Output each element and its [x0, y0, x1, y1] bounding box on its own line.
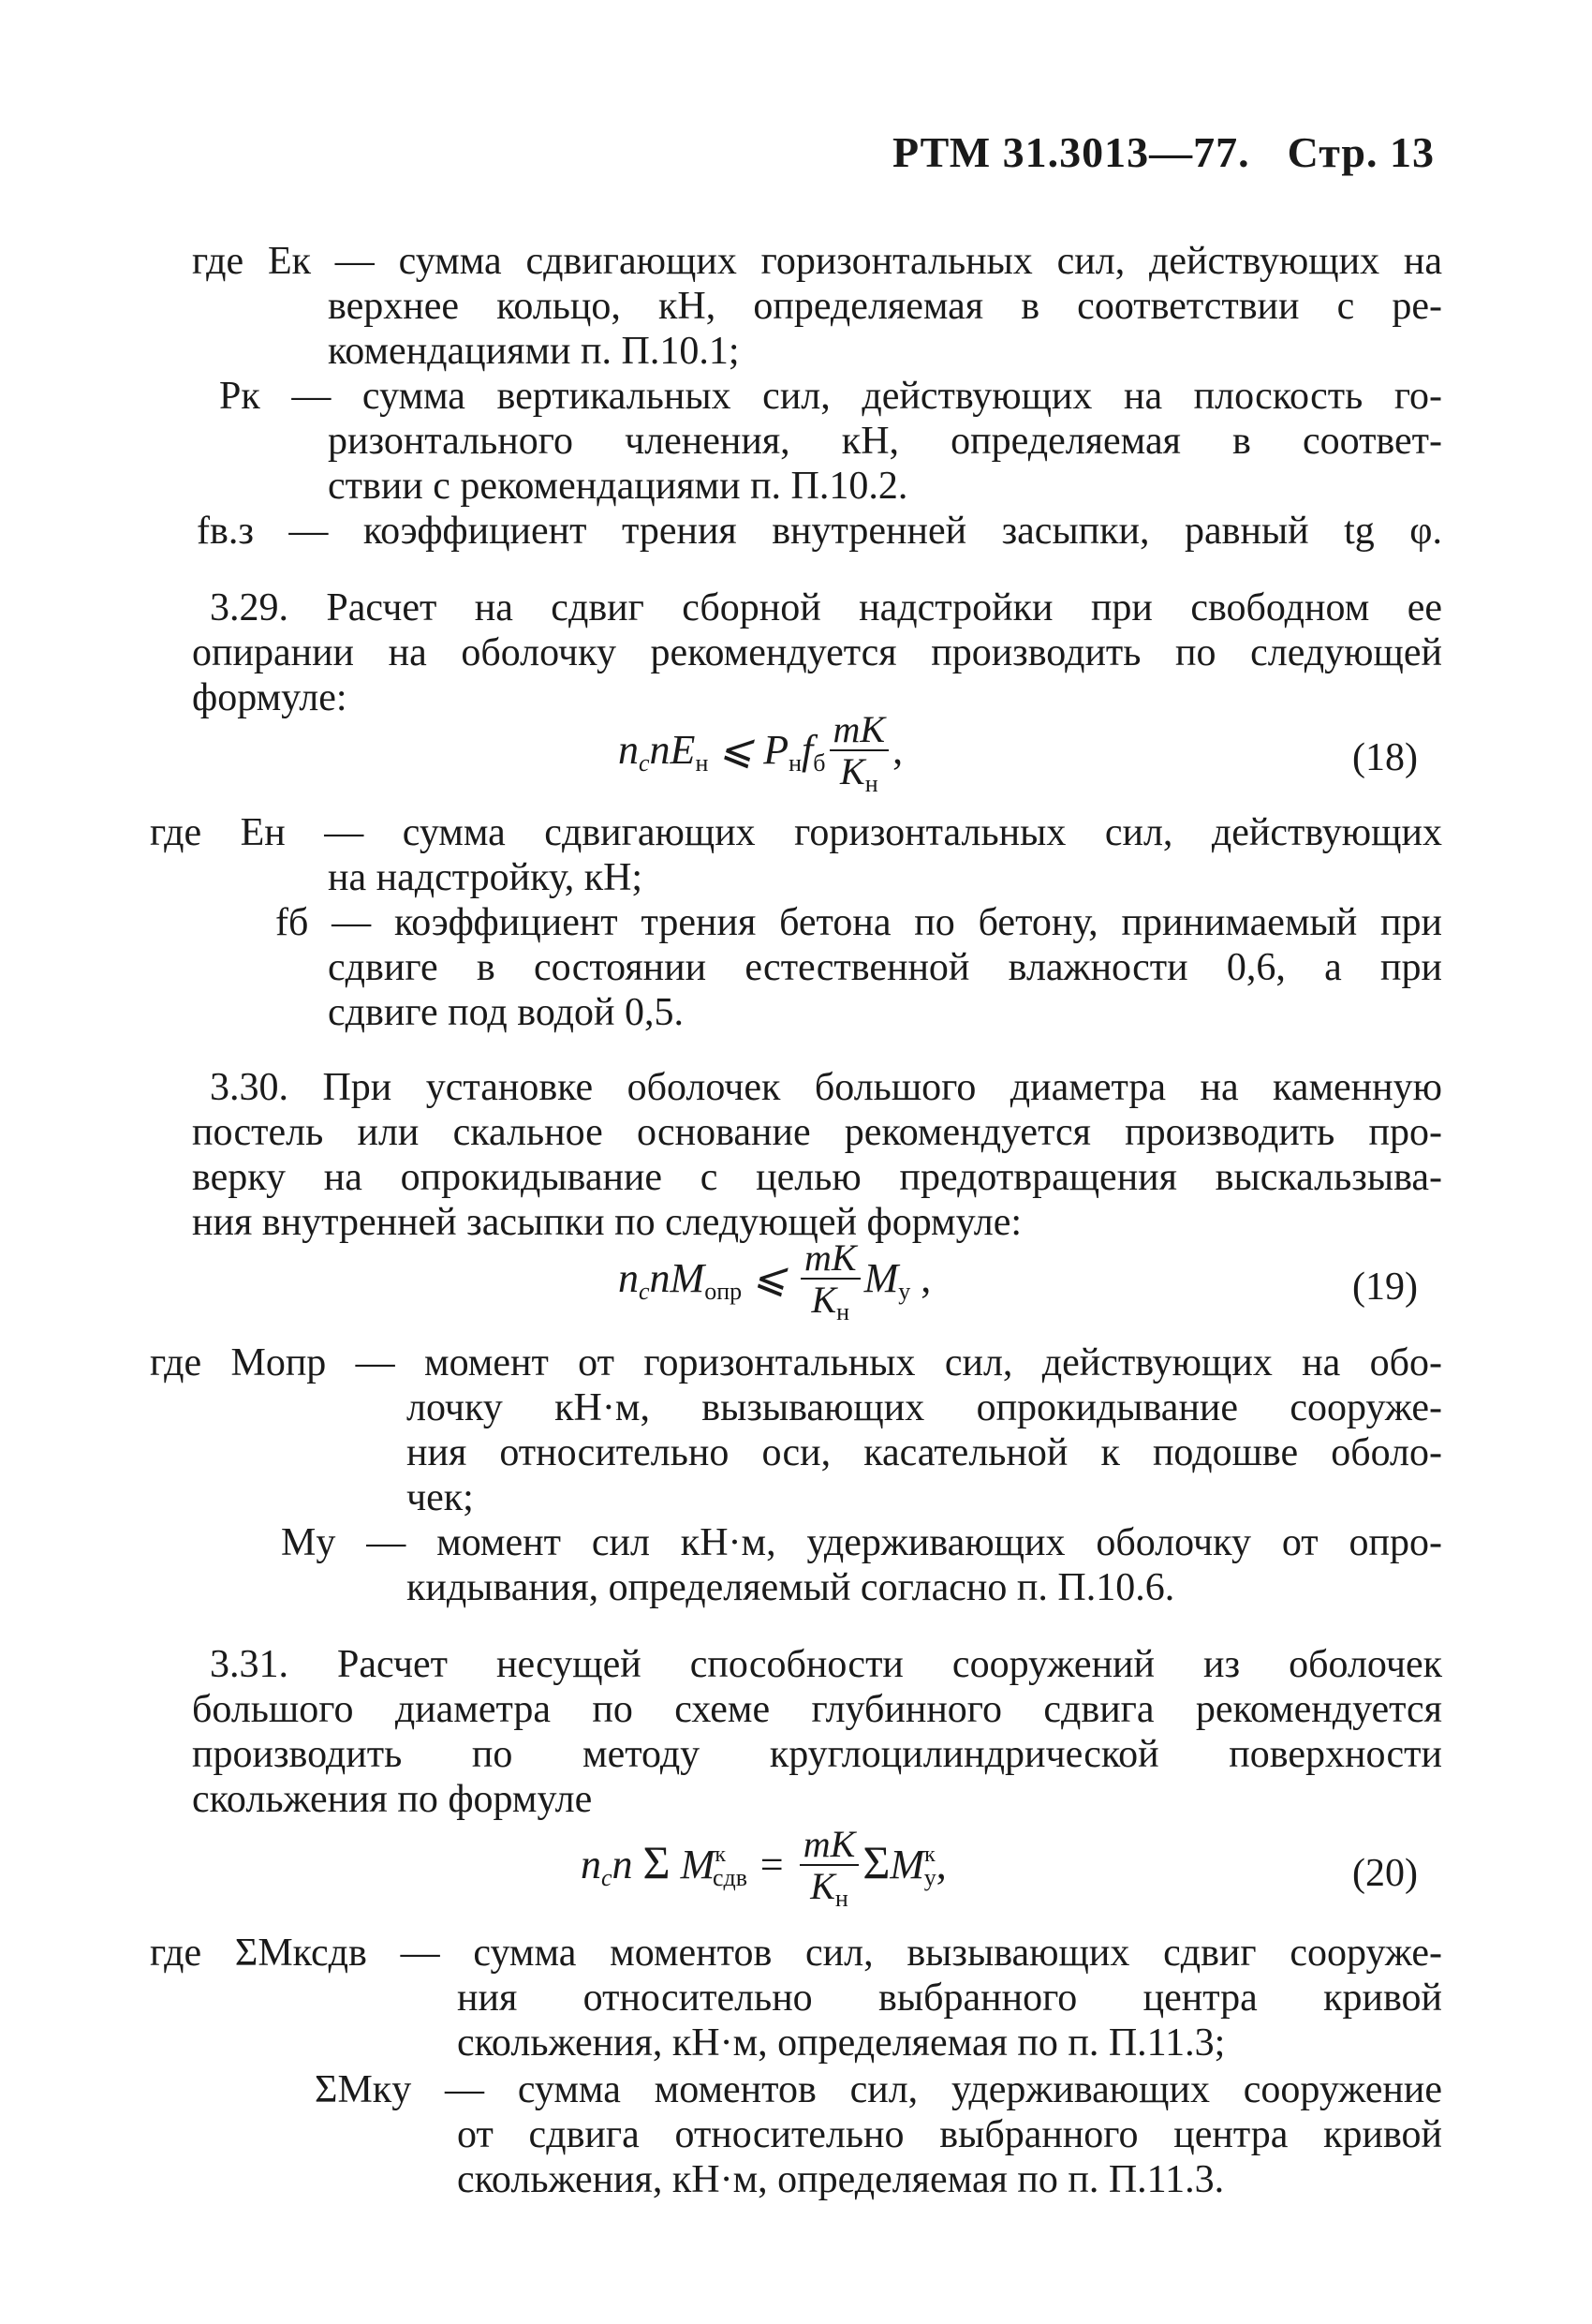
text-line: формуле:: [192, 676, 347, 719]
page-number: Стр. 13: [1287, 128, 1435, 176]
text-line: сдвиге под водой 0,5.: [328, 991, 684, 1034]
text-line: верку на опрокидывание с целью предотвращения выскальзыва-: [192, 1156, 1442, 1199]
text-line: ствии с рекомендациями п. П.10.2.: [328, 465, 908, 508]
text-line: ризонтального членения, кН, определяемая в соответ-: [328, 420, 1442, 463]
text-line: постель или скальное основание рекомендуется производить про-: [192, 1111, 1442, 1154]
text-line: Pк — сумма вертикальных сил, действующих на плоскость го-: [219, 375, 1442, 418]
text-line: опирании на оболочку рекомендуется производить по следующей: [192, 631, 1442, 674]
text-line: на надстройку, кН;: [328, 856, 643, 899]
text-line: от сдвига относительно выбранного центра кривой: [457, 2113, 1442, 2156]
text-line: где Mопр — момент от горизонтальных сил, действующих на обо-: [150, 1341, 1442, 1384]
text-line: скольжения по формуле: [192, 1778, 593, 1821]
text-line: где ΣMксдв — сумма моментов сил, вызывающих сдвиг сооруже-: [150, 1932, 1442, 1975]
text-line: 3.31. Расчет несущей способности сооружений из оболочек: [210, 1643, 1442, 1686]
equation-number: (19): [1352, 1266, 1418, 1309]
text-line: 3.29. Расчет на сдвиг сборной надстройки при свободном ее: [210, 586, 1442, 629]
text-line: комендациями п. П.10.1;: [328, 330, 740, 373]
text-line: большого диаметра по схеме глубинного сдвига рекомендуется: [192, 1688, 1442, 1731]
text-line: скольжения, кН·м, определяемая по п. П.11.3;: [457, 2021, 1226, 2065]
text-line: ΣMкy — сумма моментов сил, удерживающих сооружение: [315, 2068, 1442, 2111]
text-line: 3.30. При установке оболочек большого диаметра на каменную: [210, 1066, 1442, 1109]
text-line: кидывания, определяемый согласно п. П.10.6.: [406, 1566, 1175, 1609]
equation-number: (20): [1352, 1852, 1418, 1895]
text-line: верхнее кольцо, кН, определяемая в соответствии с ре-: [328, 285, 1442, 328]
text-line: ния относительно выбранного центра кривой: [457, 1976, 1442, 2020]
text-line: где Eк — сумма сдвигающих горизонтальных сил, действующих на: [192, 240, 1442, 283]
text-line: где Eн — сумма сдвигающих горизонтальных сил, действующих: [150, 811, 1442, 854]
text-line: fб — коэффициент трения бетона по бетону, принимаемый при: [275, 901, 1442, 944]
text-line: лочку кН·м, вызывающих опрокидывание сооруже-: [406, 1386, 1442, 1429]
formula-20: ncn Σ $M^к_{сдв}$ = $\frac{mK}{K_н}$ $\Sigma M^к_у$,: [581, 1823, 947, 1912]
text-line: сдвиге в состоянии естественной влажности 0,6, а при: [328, 946, 1442, 989]
text-line: ния относительно оси, касательной к подошве оболо-: [406, 1431, 1442, 1474]
text-line: скольжения, кН·м, определяемая по п. П.11.3.: [457, 2158, 1225, 2201]
formula-19: ncnM$_{опр}$ ⩽ $\frac{mK}{K_н}$ $M_у$ ,: [618, 1236, 932, 1325]
equation-number: (18): [1352, 736, 1418, 779]
page-header: [892, 127, 1435, 177]
text-line: My — момент сил кН·м, удерживающих оболочку от опро-: [281, 1521, 1442, 1564]
text-line: чек;: [406, 1476, 474, 1519]
text-line: fв.з — коэффициент трения внутренней засыпки, равный tg φ.: [197, 510, 1442, 553]
formula-18: ncnE$_н$ ⩽ $P_нf_б$ $\frac{mK}{K_н}$ ,: [618, 708, 904, 797]
text-line: производить по методу круглоцилиндрической поверхности: [192, 1733, 1442, 1776]
document-code: РТМ 31.3013—77.: [892, 128, 1250, 176]
text-line: ния внутренней засыпки по следующей формуле:: [192, 1201, 1023, 1244]
